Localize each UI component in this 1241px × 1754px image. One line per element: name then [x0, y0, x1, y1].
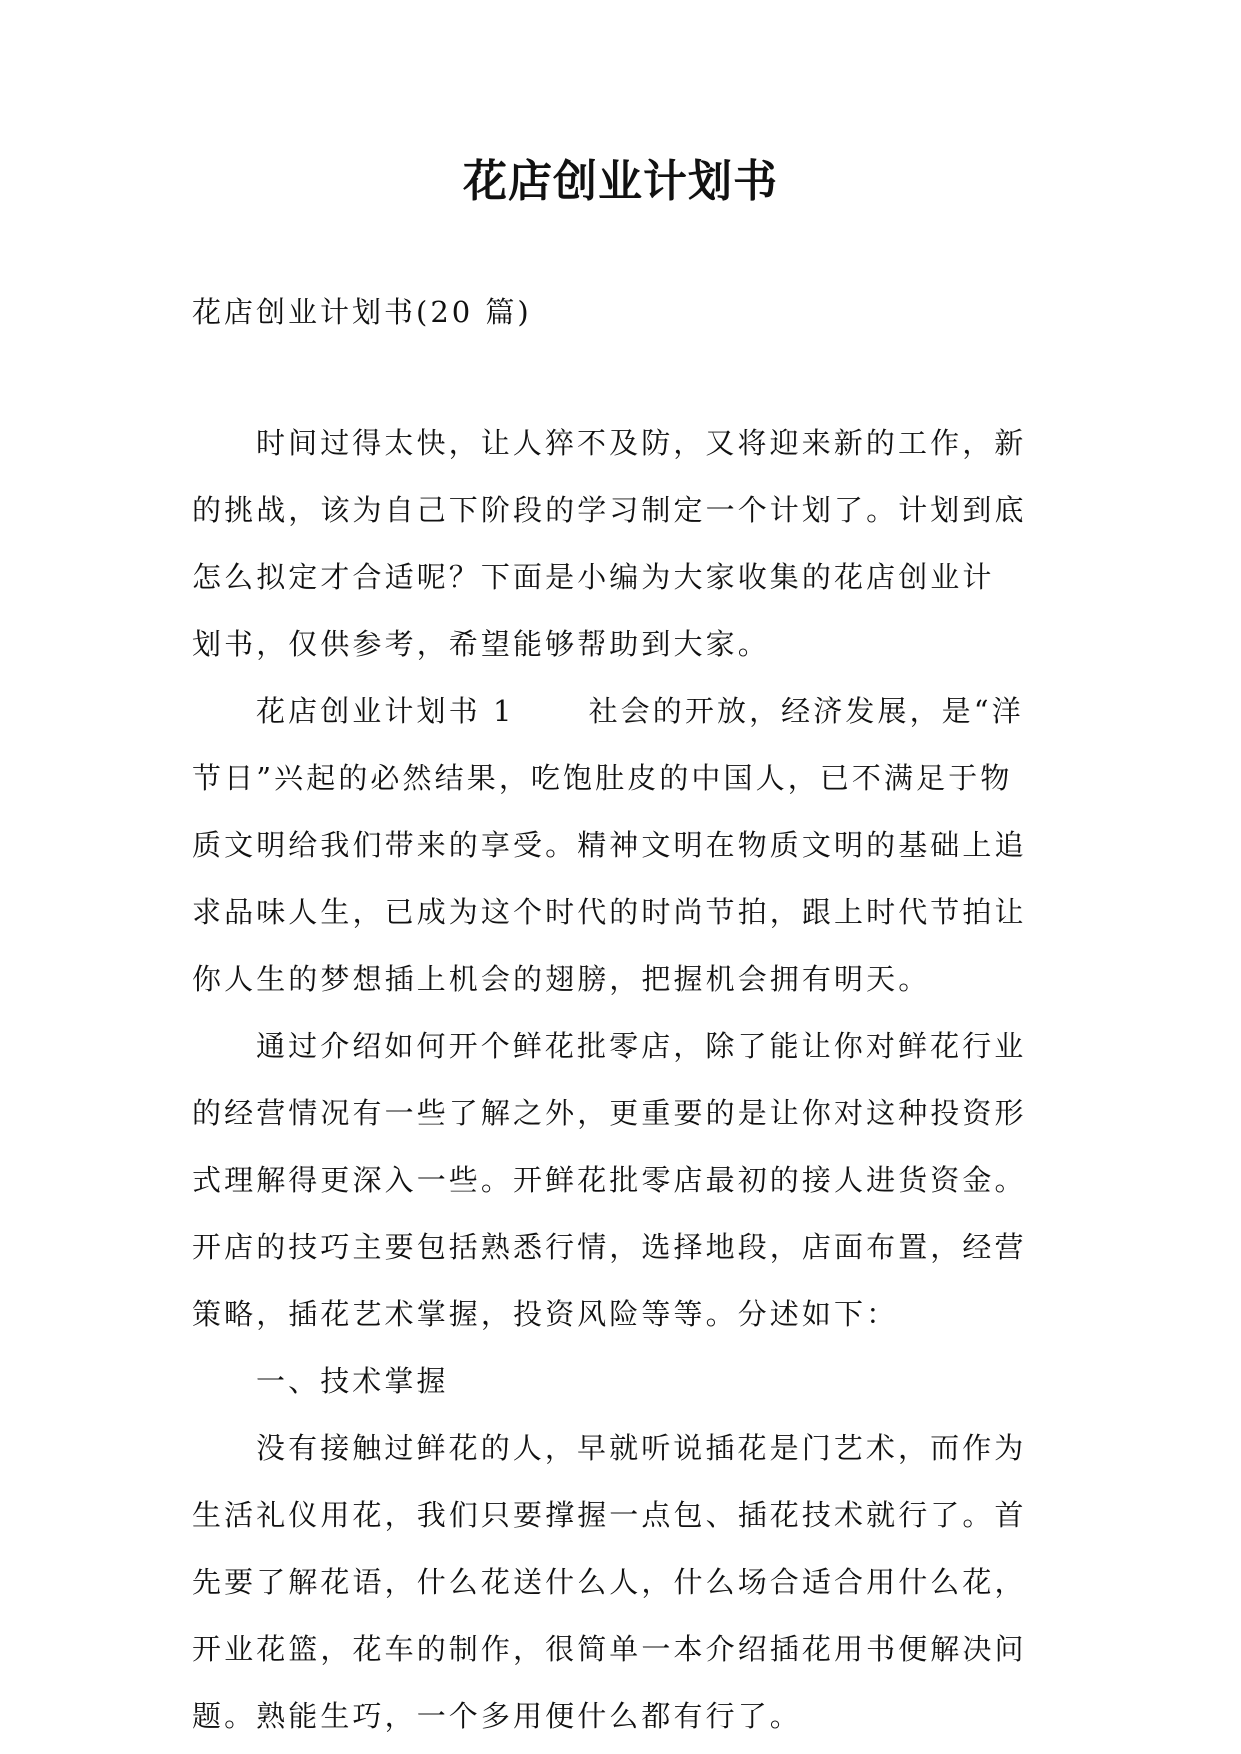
- paragraph-line: 划书，仅供参考，希望能够帮助到大家。: [192, 627, 770, 661]
- paragraph-line: 时间过得太快，让人猝不及防，又将迎来新的工作，新: [256, 426, 1027, 460]
- paragraph-line: 通过介绍如何开个鲜花批零店，除了能让你对鲜花行业: [256, 1029, 1027, 1063]
- paragraph-line: 式理解得更深入一些。开鲜花批零店最初的接人进货资金。: [192, 1163, 1027, 1197]
- paragraph-line: 生活礼仪用花，我们只要撑握一点包、插花技术就行了。首: [192, 1498, 1027, 1532]
- paragraph-line: 开业花篮，花车的制作，很简单一本介绍插花用书便解决问: [192, 1632, 1027, 1666]
- document-title: 花店创业计划书: [463, 156, 778, 207]
- paragraph-line: 怎么拟定才合适呢？下面是小编为大家收集的花店创业计: [192, 560, 995, 594]
- paragraph-text: 社会的开放，经济发展，是“洋: [588, 694, 1024, 728]
- paragraph-line: 求品味人生，已成为这个时代的时尚节拍，跟上时代节拍让: [192, 895, 1027, 929]
- section-heading: 花店创业计划书 1: [256, 694, 515, 728]
- subsection-heading: 一、技术掌握: [256, 1364, 449, 1398]
- paragraph-line: 的挑战，该为自己下阶段的学习制定一个计划了。计划到底: [192, 493, 1027, 527]
- paragraph-line: 题。熟能生巧，一个多用便什么都有行了。: [192, 1699, 802, 1733]
- paragraph-line: 没有接触过鲜花的人，早就听说插花是门艺术，而作为: [256, 1431, 1027, 1465]
- paragraph-line: 开店的技巧主要包括熟悉行情，选择地段，店面布置，经营: [192, 1230, 1027, 1264]
- paragraph-line: 先要了解花语，什么花送什么人，什么场合适合用什么花，: [192, 1565, 1027, 1599]
- paragraph-line: 节日”兴起的必然结果，吃饱肚皮的中国人，已不满足于物: [192, 761, 1013, 795]
- paragraph-line: 的经营情况有一些了解之外，更重要的是让你对这种投资形: [192, 1096, 1027, 1130]
- paragraph-line: 策略，插花艺术掌握，投资风险等等。分述如下：: [192, 1297, 899, 1331]
- paragraph-line: 质文明给我们带来的享受。精神文明在物质文明的基础上追: [192, 828, 1027, 862]
- document-body: [192, 410, 1052, 1750]
- section-heading-line: [192, 678, 1052, 745]
- document-subtitle: 花店创业计划书(20 篇): [192, 295, 532, 329]
- paragraph-line: 你人生的梦想插上机会的翅膀，把握机会拥有明天。: [192, 962, 931, 996]
